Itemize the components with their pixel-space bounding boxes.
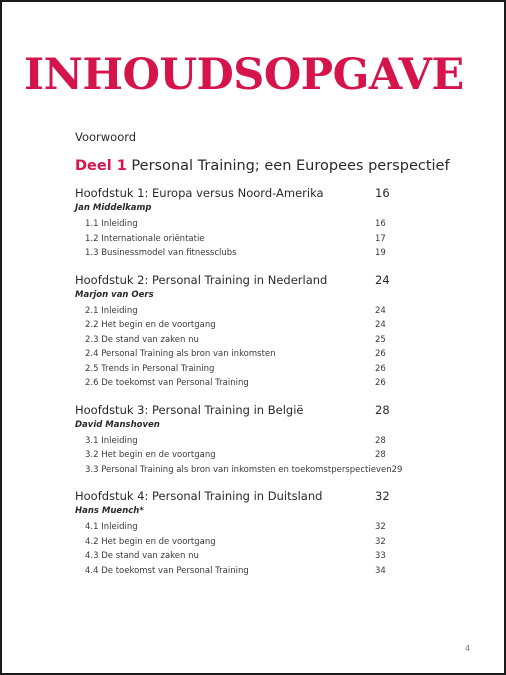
section-entry <box>75 232 395 247</box>
section-title: 2.6 De toekomst van Personal Training <box>85 378 249 388</box>
chapter-author: Hans Muench* <box>75 506 144 516</box>
chapter-heading-row <box>75 186 395 200</box>
section-page-number: 26 <box>375 349 386 359</box>
section-entry <box>75 246 395 261</box>
section-title: 1.1 Inleiding <box>85 219 138 229</box>
chapter-block <box>75 273 395 391</box>
section-page-number: 32 <box>375 536 386 547</box>
chapter-page-number: 28 <box>375 402 390 417</box>
section-entry <box>75 347 395 362</box>
chapter-heading-row <box>75 489 395 503</box>
section-page-number: 26 <box>375 378 386 388</box>
section-entry <box>75 535 395 550</box>
part-title: Personal Training; een Europees perspectief <box>131 158 450 174</box>
section-entry <box>75 304 395 319</box>
section-page-number: 24 <box>375 320 386 330</box>
chapter-block <box>75 489 395 578</box>
section-page-number: 24 <box>375 305 386 316</box>
table-of-contents <box>75 130 450 578</box>
chapter-title: Hoofdstuk 1: Europa versus Noord-Amerika <box>75 186 324 200</box>
section-entry <box>75 376 395 391</box>
chapter-block <box>75 186 395 261</box>
section-page-number: 28 <box>375 450 386 460</box>
page-title: INHOUDSOPGAVE <box>24 50 464 100</box>
section-title: 2.5 Trends in Personal Training <box>85 363 215 374</box>
section-page-number: 16 <box>375 219 386 229</box>
section-title: 2.1 Inleiding <box>85 305 138 316</box>
section-entry <box>75 549 395 564</box>
section-title: 2.4 Personal Training als bron van inkomsten <box>85 349 276 359</box>
section-entry <box>75 318 395 333</box>
chapter-list <box>75 186 403 578</box>
chapter-heading-row <box>75 273 395 287</box>
section-title: 2.3 De stand van zaken nu <box>85 334 199 345</box>
section-entry <box>75 564 395 579</box>
section-entry <box>75 362 395 377</box>
chapter-heading-row <box>75 403 395 417</box>
section-page-number: 33 <box>375 551 386 561</box>
section-title: 3.3 Personal Training als bron van inkomsten en toekomstperspectieven <box>85 464 392 475</box>
foreword-entry: Voorwoord <box>75 130 137 144</box>
section-page-number: 26 <box>375 363 386 374</box>
section-page-number: 34 <box>375 565 386 576</box>
chapter-author: Jan Middelkamp <box>75 203 152 213</box>
section-title: 1.3 Businessmodel van fitnessclubs <box>85 248 237 258</box>
section-page-number: 19 <box>375 248 386 258</box>
section-title: 1.2 Internationale oriëntatie <box>85 233 205 244</box>
section-page-number: 17 <box>375 233 386 244</box>
chapter-title: Hoofdstuk 2: Personal Training in Nederland <box>75 272 328 287</box>
section-page-number: 29 <box>391 464 403 475</box>
chapter-title: Hoofdstuk 3: Personal Training in België <box>75 402 304 417</box>
section-page-number: 32 <box>375 522 386 532</box>
section-entry <box>75 217 395 232</box>
section-page-number: 28 <box>375 435 386 446</box>
section-title: 4.1 Inleiding <box>85 522 138 532</box>
part-number: Deel 1 <box>75 158 127 174</box>
chapter-page-number: 24 <box>375 272 390 287</box>
section-entry <box>75 333 395 348</box>
section-title: 3.1 Inleiding <box>85 435 138 446</box>
section-title: 4.2 Het begin en de voortgang <box>85 536 216 547</box>
section-entry <box>75 448 395 463</box>
chapter-author: David Manshoven <box>75 419 160 430</box>
section-entry <box>75 463 403 478</box>
chapter-page-number: 16 <box>375 186 390 200</box>
section-page-number: 25 <box>375 334 386 345</box>
section-entry <box>75 434 395 449</box>
section-title: 4.3 De stand van zaken nu <box>85 551 199 561</box>
section-entry <box>75 520 395 535</box>
page-number: 4 <box>465 644 471 653</box>
chapter-block <box>75 402 403 478</box>
section-title: 2.2 Het begin en de voortgang <box>85 320 216 330</box>
chapter-title: Hoofdstuk 4: Personal Training in Duitsland <box>75 489 323 503</box>
section-title: 4.4 De toekomst van Personal Training <box>85 565 249 576</box>
section-title: 3.2 Het begin en de voortgang <box>85 450 216 460</box>
chapter-author: Marjon van Oers <box>75 289 154 300</box>
part-heading <box>75 157 450 175</box>
chapter-page-number: 32 <box>375 489 390 503</box>
